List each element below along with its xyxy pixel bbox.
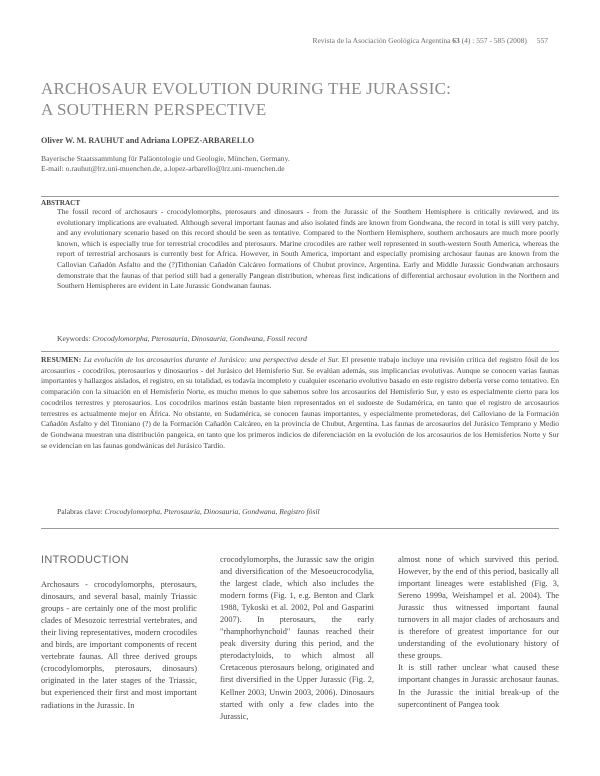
title-line-1: ARCHOSAUR EVOLUTION DURING THE JURASSIC:	[41, 79, 452, 98]
palabras-clave	[57, 507, 320, 516]
body-column-2	[220, 554, 374, 723]
affiliation	[41, 154, 290, 174]
resumen-text	[41, 352, 559, 451]
body-paragraph: crocodylomorphs, the Jurassic saw the origin and diversification of the Mesoeucrocodylia, the largest clade, which also includes the modern forms (Fig. 1, e.g. Benton and Clark 1988, Tykoski et al. 2002, Pol and Gasparini 2007). In pterosaurs, the early "rhamphorhynchoid" faunas reached their peak diversity during this period, and the pterodactyloids, to which almost all Cretaceous pterosaurs belong, originated and first diversified in the Upper Jurassic (Fig. 2, Kellner 2003, Unwin 2003, 2006). Dinosaurs started with only a few clades into the Jurassic,	[220, 555, 374, 721]
keywords	[57, 334, 307, 343]
authors: Oliver W. M. RAUHUT and Adriana LOPEZ-ARBARELLO	[41, 136, 255, 145]
abstract-section	[41, 196, 559, 292]
email: E-mail: o.rauhut@lrz.uni-muenchen.de, a.lopez-arbarello@lrz.uni-muenchen.de	[41, 164, 285, 173]
resumen-body: El presente trabajo incluye una revisión crítica del registro fósil de los arcosaurios - cocodrilos, pterosaurios y dinosaurios - del Jurásico del Hemisferio Sur. Se evalúan además, sus implicancias evolutivas. Aunque se conocen varias faunas importantes y hallazgos aislados, el registro, en su totalidad, es todavía incompleto y cualquier escenario evolutivo basado en este registro debería verse como tentativo. En comparación con la situación en el Hemisferio Norte, es mucho menos lo que sabemos sobre los arcosaurios del Hemisferio Sur, y esto es especialmente cierto para los cocodrilos terrestres y pterosaurios. Los cocodrilos marinos están bastante bien representados en el sudoeste de Sudamérica, en tanto que el registro de arcosaurios terrestres es actualmente mejor en África. No obstante, en Sudamérica, se conocen faunas importantes, y especialmente prometedoras, del Calloviano de la Formación Cañadón Asfalto y del Titoniano (?) de la Formación Cañadón Calcáreo, en la provincia de Chubut, Argentina. Las faunas de arcosaurios del Jurásico Temprano y Medio de Gondwana muestran una distribución pangeica, en tanto que los primeros indicios de diferenciación en la evolución de los arcosaurios de los Hemisferios Norte y Sur se evidencian en las faunas gondwánicas del Jurásico Tardío.	[41, 355, 560, 450]
article-title	[41, 78, 561, 120]
body-paragraph: Archosaurs - crocodylomorphs, pterosaurs, dinosaurs, and several basal, mainly Triassic groups - are certainly one of the most prolific clades of Mesozoic terrestrial vertebrates, and their living representatives, modern crocodiles and birds, are important components of recent vertebrate faunas. All three derived groups (crocodylomorphs, pterosaurs, dinosaurs) originated in the later stages of the Triassic, but experienced their first and most important radiations in the Jurassic. In	[41, 580, 197, 710]
resumen-title: La evolución de los arcosaurios durante el Jurásico: una perspectiva desde el Sur.	[83, 355, 340, 364]
resumen-section	[41, 351, 559, 451]
keywords-values: Crocodylomorpha, Pterosauria, Dinosauria, Gondwana, Fossil record	[92, 334, 307, 343]
volume: 63	[452, 36, 460, 45]
resumen-label: RESUMEN:	[41, 355, 82, 364]
issue-pages: (4) : 557 - 585 (2008)	[461, 36, 527, 45]
section-divider	[41, 528, 559, 529]
abstract-heading: ABSTRACT	[41, 199, 81, 207]
journal-name: Revista de la Asociación Geológica Argentina	[312, 36, 451, 45]
palabras-clave-values: Crocodylomorpha, Pterosauria, Dinosauria, Gondwana, Registro fósil	[104, 507, 320, 516]
palabras-clave-label: Palabras clave:	[57, 507, 103, 516]
page-number: 557	[536, 36, 548, 45]
title-line-2: A SOUTHERN PERSPECTIVE	[41, 100, 267, 119]
institution: Bayerische Staatssammlung für Paläontologie und Geologie, München, Germany.	[41, 154, 290, 163]
body-paragraph: almost none of which survived this period. However, by the end of this period, basically all important lineages were established (Fig. 3, Sereno 1999a, Weishampel et al. 2004). The Jurassic thus witnessed important faunal turnovers in all major clades of archosaurs and is therefore of greatest importance for our understanding of the evolutionary history of these groups.	[398, 555, 559, 661]
body-column-1	[41, 554, 197, 712]
introduction-heading: INTRODUCTION	[41, 554, 129, 566]
keywords-label: Keywords:	[57, 334, 91, 343]
running-header	[312, 36, 548, 45]
abstract-text: The fossil record of archosaurs - crocodylomorphs, pterosaurs and dinosaurs - from the Jurassic of the Southern Hemisphere is critically reviewed, and its evolutionary implications are evaluated. Although several important faunas and also isolated finds are known from Gondwana, the record in total is still very patchy, and any evolutionary scenario based on this record should be seen as tentative. Compared to the Northern Hemisphere, southern archosaurs are much more poorly known, which is especially true for terrestrial crocodiles and pterosaurs. Marine crocodiles are rather well represented in south-western South America, whereas the report of terrestrial archosaurs is currently best for Africa. However, in South America, important and especially promising archosaur faunas are known from the Callovian Cañadón Asfalto and the (?)Tithonian Cañadón Calcáreo formations of Chubut province, Argentina. Early and Middle Jurassic Gondwanan archosaurs demonstrate that the faunas of that period still had a generally Pangean distribution, whereas first indications of differential archosaur evolution in the Northern and Southern Hemispheres are evident in Late Jurassic Gondwanan faunas.	[57, 207, 559, 291]
body-column-3	[398, 554, 559, 711]
body-paragraph: It is still rather unclear what caused these important changes in Jurassic archosaur faunas. In the Jurassic the initial break-up of the supercontinent of Pangea took	[398, 663, 559, 709]
